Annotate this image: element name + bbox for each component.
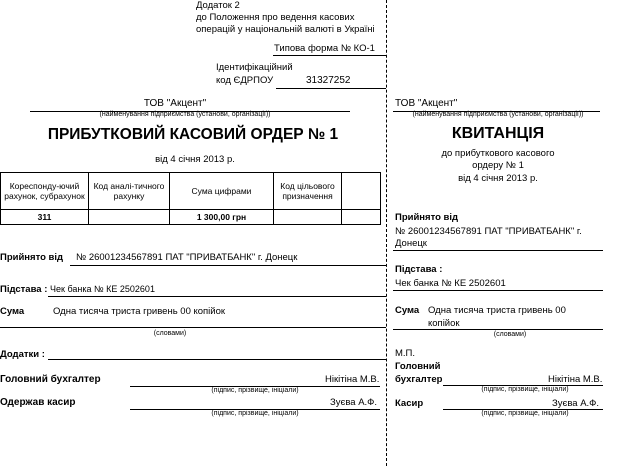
order-cashier-label: Одержав касир [0,397,76,408]
id-label-1: Ідентифікаційний [216,62,293,73]
form-type: Типова форма № КО-1 [274,43,375,54]
receipt-title: КВИТАНЦІЯ [451,125,545,142]
receipt-date: від 4 січня 2013 р. [458,173,538,184]
regulation-line-2: операцій у національній валюті в Україні [196,24,375,35]
cell-analytic [89,210,170,225]
receipt-sign-caption-1: (підпис, прізвище, ініціали) [481,386,569,393]
order-received-from: № 26001234567891 ПАТ "ПРИВАТБАНК" г. Донецк [76,252,298,263]
order-sum-label: Сума [0,306,25,317]
receipt-sum-words-2: копійок [428,318,460,329]
order-chief-accountant-label: Головний бухгалтер [0,374,101,385]
col-header-sum: Сума цифрами [170,173,274,210]
receipt-subtitle-2: ордеру № 1 [472,160,524,171]
table-row [1,210,381,225]
order-company: ТОВ "Акцент" [143,98,207,109]
order-sign-caption-2: (підпис, прізвище, ініціали) [211,410,299,417]
receipt-cashier: Зуєва А.Ф. [552,398,600,409]
receipt-sum-words-1: Одна тисяча триста гривень 00 [428,305,566,316]
cell-account: 311 [1,210,89,225]
order-table [0,172,381,225]
id-label-2: код ЄДРПОУ [216,75,274,86]
receipt-stamp-place: М.П. [395,348,416,359]
order-received-from-label: Прийнято від [0,252,64,263]
col-header-analytic: Код аналі-тичного рахунку [89,173,170,210]
receipt-basis-label: Підстава : [395,264,443,275]
order-company-caption: (найменування підприємства (установи, організації)) [99,111,271,118]
receipt-received-from-2: Донецк [395,238,427,249]
receipt-chief-label-2: бухгалтер [395,374,443,385]
order-sum-words: Одна тисяча триста гривень 00 копійок [53,306,226,317]
order-cashier: Зуєва А.Ф. [330,397,378,408]
order-basis: Чек банка № КЕ 2502601 [50,284,155,294]
cell-empty [342,210,381,225]
order-chief-accountant: Нікітіна М.В. [325,374,380,385]
cell-sum: 1 300,00 грн [170,210,274,225]
appendix-label: Додаток 2 [196,0,240,11]
receipt-chief-label-1: Головний [395,361,441,372]
order-words-caption: (словами) [153,330,187,337]
receipt-subtitle-1: до прибуткового касового [441,148,555,159]
cell-purpose [274,210,342,225]
receipt-received-from-label: Прийнято від [395,212,459,223]
regulation-line-1: до Положення про ведення касових [196,12,355,23]
receipt-received-from-1: № 26001234567891 ПАТ "ПРИВАТБАНК" г. [395,226,582,237]
col-header-purpose: Код цільового призначення [274,173,342,210]
receipt-chief-accountant: Нікітіна М.В. [548,374,603,385]
receipt-words-caption: (словами) [493,331,527,338]
receipt-basis: Чек банка № КЕ 2502601 [395,278,506,289]
receipt-company: ТОВ "Акцент" [395,98,458,109]
receipt-sign-caption-2: (підпис, прізвище, ініціали) [481,410,569,417]
edrpou-code: 31327252 [306,75,351,86]
receipt-company-caption: (найменування підприємства (установи, організації)) [412,111,584,118]
receipt-cashier-label: Касир [395,398,424,409]
col-header-empty [342,173,381,210]
order-date: від 4 січня 2013 р. [155,154,235,165]
order-sign-caption-1: (підпис, прізвище, ініціали) [211,387,299,394]
cut-line [386,0,387,466]
order-attachments-label: Додатки : [0,349,45,360]
order-basis-label: Підстава : [0,284,48,295]
order-title: ПРИБУТКОВИЙ КАСОВИЙ ОРДЕР № 1 [47,126,339,143]
col-header-account: Кореспонду-ючий рахунок, субрахунок [1,173,89,210]
receipt-sum-label: Сума [395,305,420,316]
